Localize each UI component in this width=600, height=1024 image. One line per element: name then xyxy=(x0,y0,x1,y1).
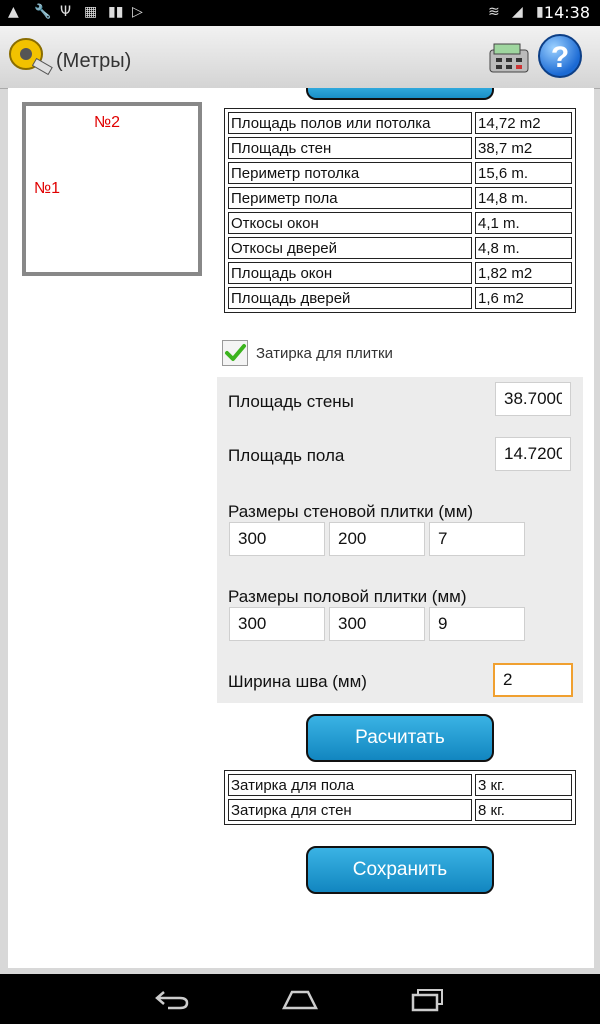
row-value: 1,6 m2 xyxy=(475,287,572,309)
row-label: Площадь окон xyxy=(228,262,472,284)
wall-area-input[interactable] xyxy=(495,382,571,416)
wrench-icon: 🔧 xyxy=(34,4,52,20)
row-value: 14,8 m. xyxy=(475,187,572,209)
scrolled-button-stub[interactable] xyxy=(306,88,494,100)
calculator-icon[interactable] xyxy=(486,40,532,78)
table-row xyxy=(228,287,572,309)
row-label: Площадь стен xyxy=(228,137,472,159)
results-table xyxy=(224,108,576,313)
row-value: 1,82 m2 xyxy=(475,262,572,284)
floor-area-label: Площадь пола xyxy=(228,446,345,465)
grout-results-table xyxy=(224,770,576,825)
wall-label-2: №2 xyxy=(94,114,121,131)
table-row xyxy=(228,112,572,134)
battery-icon: ▮ xyxy=(536,4,544,20)
tape-measure-icon xyxy=(8,34,54,78)
app-title: (Метры) xyxy=(56,50,132,72)
table-row xyxy=(228,774,572,796)
table-row xyxy=(228,799,572,821)
row-value: 8 кг. xyxy=(475,799,572,821)
floor-tile-label: Размеры половой плитки (мм) xyxy=(228,587,467,606)
wall-tile-thickness-input[interactable] xyxy=(429,522,525,556)
row-value: 38,7 m2 xyxy=(475,137,572,159)
row-label: Затирка для пола xyxy=(228,774,472,796)
row-label: Затирка для стен xyxy=(228,799,472,821)
status-bar xyxy=(0,0,600,26)
row-value: 4,1 m. xyxy=(475,212,572,234)
recent-apps-icon[interactable] xyxy=(410,988,446,1012)
table-row xyxy=(228,262,572,284)
signal-icon: ◢ xyxy=(512,4,523,20)
floor-tile-length-input[interactable] xyxy=(229,607,325,641)
floor-tile-thickness-input[interactable] xyxy=(429,607,525,641)
table-row xyxy=(228,212,572,234)
notification-icon: ▲ xyxy=(8,4,19,20)
navigation-bar xyxy=(0,974,600,1024)
row-label: Откосы дверей xyxy=(228,237,472,259)
floor-tile-width-input[interactable] xyxy=(329,607,425,641)
row-value: 15,6 m. xyxy=(475,162,572,184)
wall-label-1: №1 xyxy=(34,180,61,197)
table-row xyxy=(228,237,572,259)
clock: 14:38 xyxy=(543,3,590,22)
row-value: 14,72 m2 xyxy=(475,112,572,134)
table-row xyxy=(228,137,572,159)
wifi-icon: ≋ xyxy=(488,4,500,20)
wall-tile-label: Размеры стеновой плитки (мм) xyxy=(228,502,474,521)
grout-checkbox-label: Затирка для плитки xyxy=(256,345,393,362)
save-button[interactable]: Сохранить xyxy=(306,846,494,894)
row-label: Откосы окон xyxy=(228,212,472,234)
checkmark-icon xyxy=(223,341,247,365)
room-diagram[interactable] xyxy=(22,102,202,276)
barcode-icon: ▮▮ xyxy=(108,4,124,20)
action-bar xyxy=(0,26,600,89)
back-icon[interactable] xyxy=(154,988,190,1010)
calculate-button[interactable]: Расчитать xyxy=(306,714,494,762)
row-value: 3 кг. xyxy=(475,774,572,796)
row-label: Периметр потолка xyxy=(228,162,472,184)
home-icon[interactable] xyxy=(282,988,318,1010)
help-button[interactable]: ? xyxy=(538,34,582,78)
table-row xyxy=(228,187,572,209)
table-row xyxy=(228,162,572,184)
seam-width-label: Ширина шва (мм) xyxy=(228,672,367,691)
wall-tile-length-input[interactable] xyxy=(229,522,325,556)
row-label: Периметр пола xyxy=(228,187,472,209)
wall-area-label: Площадь стены xyxy=(228,392,354,411)
row-label: Площадь дверей xyxy=(228,287,472,309)
wall-tile-width-input[interactable] xyxy=(329,522,425,556)
floor-area-input[interactable] xyxy=(495,437,571,471)
play-store-icon: ▷ xyxy=(132,4,143,20)
seam-width-input[interactable] xyxy=(493,663,573,697)
row-label: Площадь полов или потолка xyxy=(228,112,472,134)
gallery-icon: ▦ xyxy=(84,4,98,20)
grout-checkbox[interactable] xyxy=(222,340,248,366)
row-value: 4,8 m. xyxy=(475,237,572,259)
usb-icon: Ψ xyxy=(60,4,72,20)
